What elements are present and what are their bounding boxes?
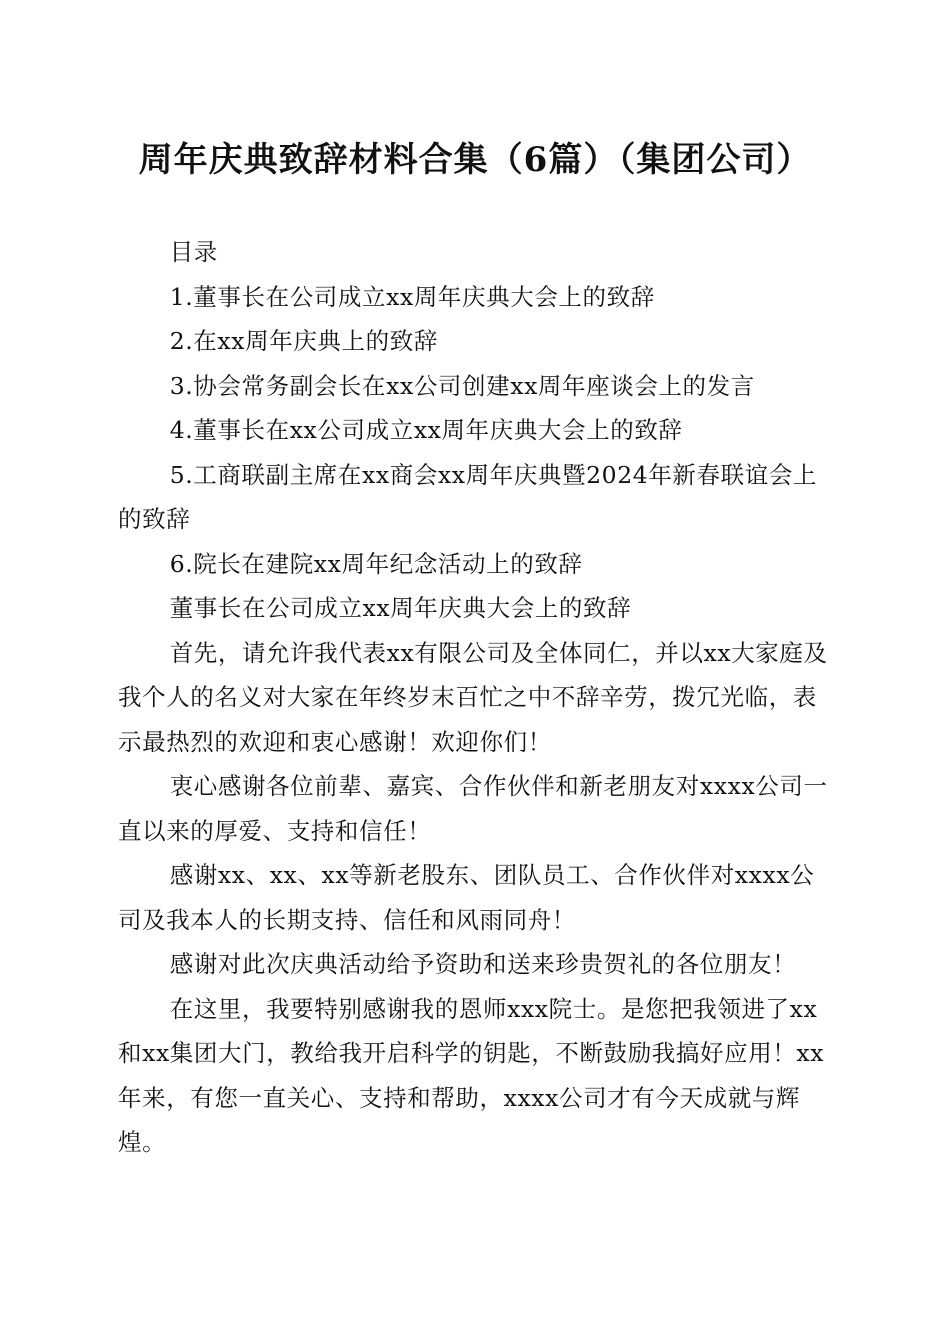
body-paragraph: 感谢xx、xx、xx等新老股东、团队员工、合作伙伴对xxxx公司及我本人的长期支持、信任和风雨同舟！ (118, 861, 815, 934)
body-paragraph: 首先，请允许我代表xx有限公司及全体同仁，并以xx大家庭及我个人的名义对大家在年终岁末百忙之中不辞辛劳，拨冗光临，表示最热烈的欢迎和衷心感谢！欢迎你们！ (118, 638, 828, 756)
document-body (118, 230, 830, 1165)
section-title: 董事长在公司成立xx周年庆典大会上的致辞 (169, 594, 632, 622)
toc-item: 4.董事长在xx公司成立xx周年庆典大会上的致辞 (169, 416, 683, 444)
toc-item: 1.董事长在公司成立xx周年庆典大会上的致辞 (169, 282, 655, 311)
toc-item: 5.工商联副主席在xx商会xx周年庆典暨2024年新春联谊会上的致辞 (118, 460, 818, 533)
body-paragraph: 衷心感谢各位前辈、嘉宾、合作伙伴和新老朋友对xxxx公司一直以来的厚爱、支持和信任！ (118, 772, 828, 845)
document-title: 周年庆典致辞材料合集（6篇）（集团公司） (138, 140, 812, 180)
body-paragraph: 感谢对此次庆典活动给予资助和送来珍贵贺礼的各位朋友！ (169, 950, 797, 978)
toc-item: 6.院长在建院xx周年纪念活动上的致辞 (169, 549, 583, 578)
toc-heading: 目录 (169, 238, 218, 266)
body-paragraph: 在这里，我要特别感谢我的恩师xxx院士。是您把我领进了xx和xx集团大门，教给我开启科学的钥匙，不断鼓励我搞好应用！xx年来，有您一直关心、支持和帮助，xxxx公司才有今天成就与辉煌。 (118, 994, 825, 1156)
toc-item: 3.协会常务副会长在xx公司创建xx周年座谈会上的发言 (169, 371, 755, 400)
toc-item: 2.在xx周年庆典上的致辞 (169, 327, 438, 355)
